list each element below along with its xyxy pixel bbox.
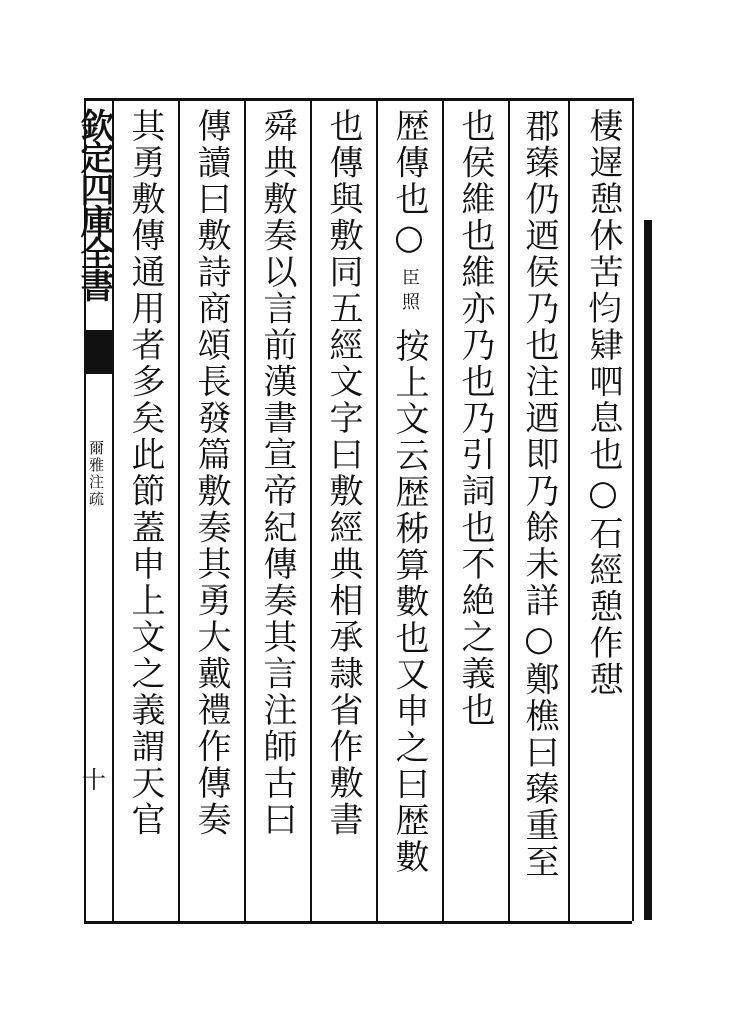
text-column-8 [120, 108, 170, 838]
column-rule [376, 98, 378, 921]
interlinear-note: 臣照 [399, 268, 420, 316]
text-column-7 [186, 108, 236, 838]
fishtail-mark [84, 330, 112, 374]
text-column-2 [514, 108, 564, 881]
column-text: 郡臻仍迺侯乃也注迺即乃餘未詳○鄭樵曰臻重至 [519, 108, 559, 881]
text-column-3 [450, 108, 500, 729]
column-text: 也侯維也維亦乃也乃引詞也不絶之義也 [455, 108, 495, 729]
text-column-6 [252, 108, 302, 838]
column-rule [568, 98, 570, 921]
column-text: 傳讀曰敷詩商頌長發篇敷奏其勇大戴禮作傳奏 [191, 108, 231, 838]
column-text: 其勇敷傳通用者多矣此節蓋申上文之義謂天官 [125, 108, 165, 838]
collection-title: 欽定四庫全書 [74, 108, 114, 300]
column-text: 按上文云歴秭算數也又申之曰歴數 [389, 328, 429, 876]
text-column-1 [578, 108, 628, 698]
column-rule [442, 98, 444, 921]
column-rule [508, 98, 510, 921]
column-rule [310, 98, 312, 921]
leaf-number: 十 [82, 766, 106, 794]
column-text: 舜典敷奏以言前漢書宣帝紀傳奏其言注師古曰 [257, 108, 297, 838]
column-rule [178, 98, 180, 921]
column-text: 歴傳也○ [389, 108, 429, 260]
spine-bar [644, 220, 652, 920]
column-rule [632, 98, 634, 921]
column-text: 也傳與敷同五經文字曰敷經典相承隷省作敷書 [323, 108, 363, 838]
text-column-5 [318, 108, 368, 838]
column-text: 棲遟憩休苦𢗋肄呬息也○石經憩作憇 [583, 108, 623, 698]
column-rule [244, 98, 246, 921]
text-column-4 [384, 108, 434, 876]
book-title: 爾雅注疏 [87, 440, 105, 508]
